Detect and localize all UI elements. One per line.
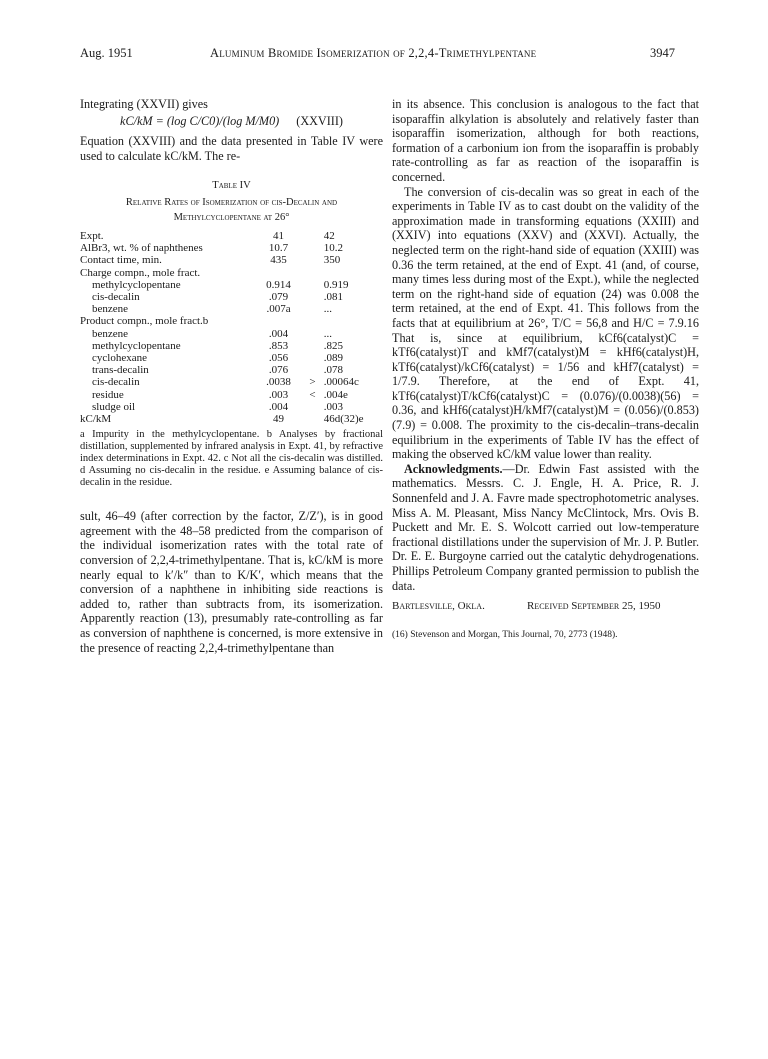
header-title: Aluminum Bromide Isomerization of 2,2,4-Trimethylpentane (210, 46, 537, 60)
reference-16: (16) Stevenson and Morgan, This Journal, 70, 2773 (1948). (392, 629, 618, 640)
row-label: kC/kM (80, 413, 112, 426)
row-label: benzene (92, 303, 129, 316)
table-row (80, 376, 380, 388)
comparison-sign (303, 267, 322, 279)
expt-42-value: .004e (323, 388, 348, 401)
expt-42-value: .078 (323, 364, 344, 377)
table-row (80, 389, 380, 401)
expt-41-value: .076 (268, 364, 289, 377)
row-label: Expt. (80, 229, 104, 242)
table-row (80, 328, 380, 340)
table-row (80, 315, 380, 327)
equation-body: kC/kM = (log C/C0)/(log M/M0) (120, 113, 280, 128)
expt-41-value: 41 (273, 229, 285, 242)
expt-42-value: 46d(32)e (323, 413, 364, 426)
acknowledgments-heading: Acknowledgments. (404, 461, 503, 476)
expt-42-value: .003 (323, 400, 344, 413)
table-body (80, 230, 380, 425)
comparison-sign (303, 242, 322, 254)
expt-41-value: .079 (268, 290, 289, 303)
table-title-line2: Methylcyclopentane at 26° (173, 211, 290, 223)
row-label: methylcyclopentane (92, 278, 181, 291)
right-paragraph-1: in its absence. This conclusion is analogous to the fact that isoparaffin alkylation is absolutely and relatively faster than isoparaffin isomerization, although for both reactions, formation of a carbonium ion from the isoparaffin is probably rate-controlling as far as reaction of the isoparaffin is concerned. (392, 97, 699, 184)
row-label: sludge oil (92, 400, 136, 413)
expt-42-value: .00064c (323, 376, 359, 389)
table-row (80, 401, 380, 413)
comparison-sign (303, 230, 322, 242)
row-label: cyclohexane (92, 352, 147, 364)
expt-42-value: 10.2 (323, 242, 344, 255)
row-label: AlBr3, wt. % of naphthenes (80, 242, 203, 255)
expt-42-value: .825 (323, 339, 344, 352)
equation-xxviii (80, 114, 383, 129)
expt-42-value: .089 (323, 352, 344, 364)
comparison-sign (303, 291, 322, 303)
right-paragraph-2: The conversion of cis-decalin was so great in each of the experiments in Table IV as to cast doubt on the validity of the approximation made in transforming equations (XXIII) and (XXIV) into equations (XXV) and (XXVI). Actually, the neglected term on the right-hand side of equation (XXIII) was 0.36 the term retained, at the end of Expt. 41 (and, of course, many times less during most of the Expt.), while the neglected term on the right-hand side of equation (24) was 0.008 the term retained, at the end of Expt. 41. This follows from the facts that at equilibrium at 26°, T/C = 56,8 and H/C = 7.9.16 That is, since at equilibrium, kCf6(catalyst)C = kTf6(catalyst)T and kMf7(catalyst)M = kHf6(catalyst)H, kTf6(catalyst)/kCf6(catalyst) = 1/56 and kHf7(catalyst) = 1/7.9. Therefore, at the end of Expt. 41, kTf6(catalyst)T/kCf6(catalyst)C = (0.076)/(0.0038)(56) = 0.36, and kHf6(catalyst)H/kMf7(catalyst)M = (0.056)/(0.853)(7.9) = 0.008. The proximity to the cis-decalin–trans-decalin equilibrium in the experiments of Table IV has the effect of making the observed kC/kM value lower than reality. (392, 184, 699, 462)
acknowledgments (392, 462, 699, 593)
row-label: Product compn., mole fract.b (80, 315, 209, 328)
expt-41-value: .0038 (266, 376, 291, 389)
expt-42-value: 350 (323, 254, 341, 267)
row-label: benzene (92, 327, 129, 340)
expt-41-value: .007a (266, 303, 291, 316)
expt-41-value (254, 315, 303, 327)
row-label: cis-decalin (92, 290, 140, 303)
header-date: Aug. 1951 (80, 46, 133, 60)
row-label: Charge compn., mole fract. (80, 266, 201, 279)
table-row (80, 279, 380, 291)
expt-42-value (322, 315, 380, 327)
comparison-sign: < (309, 388, 316, 401)
expt-41-value (254, 267, 303, 279)
table-row (80, 291, 380, 303)
expt-41-value: .004 (268, 327, 289, 340)
comparison-sign (303, 413, 322, 425)
comparison-sign (303, 328, 322, 340)
expt-42-value: ... (323, 327, 333, 340)
row-label: Contact time, min. (80, 254, 162, 267)
comparison-sign: > (309, 376, 316, 389)
table-row (80, 230, 380, 242)
table-row (80, 364, 380, 376)
row-label: trans-decalin (92, 364, 149, 377)
row-label: residue (92, 388, 124, 401)
table-row (80, 303, 380, 315)
table-title-line1: Relative Rates of Isomerization of cis-Decalin and (125, 196, 338, 208)
left-column (80, 97, 383, 655)
comparison-sign (303, 401, 322, 413)
equation-number: (XXVIII) (296, 113, 343, 128)
comparison-sign (303, 303, 322, 315)
comparison-sign (303, 352, 322, 364)
location: Bartlesville, Okla. (392, 600, 485, 613)
expt-41-value: .003 (268, 388, 289, 401)
table-row (80, 267, 380, 279)
comparison-sign (303, 254, 322, 266)
expt-41-value: 435 (270, 254, 287, 267)
comparison-sign (303, 364, 322, 376)
expt-41-value: .853 (268, 339, 289, 352)
table-row (80, 340, 380, 352)
row-label: cis-decalin (92, 376, 140, 389)
left-paragraph-1: Equation (XXVIII) and the data presented in Table IV were used to calculate kC/kM. The re- (80, 134, 383, 163)
table-footnotes: a Impurity in the methylcyclopentane. b Analyses by fractional distillation, supplemented by infrared analysis in Expt. 41, by refractive index determinations in Expt. 42. c Not all the cis-decalin was distilled. d Assuming no cis-decalin in the residue. e Assuming balance of cis-decalin in the residue. (80, 429, 383, 489)
table-row (80, 254, 380, 266)
expt-41-value: .004 (268, 400, 289, 413)
comparison-sign (303, 340, 322, 352)
left-paragraph-2: sult, 46–49 (after correction by the factor, Z/Z′), is in good agreement with the 48–58 predicted from the comparison of the individual isomerization rates with the total rate of conversion of 2,2,4-trimethylpentane. That is, kC/kM is more nearly equal to k′/k″ than to K/K′, which means that the conversion of a naphthene in inhibiting side reactions is added to, rather than subtracts from, its isomerization. Apparently reaction (13), presumably rate-controlling as far as conversion of naphthene is concerned, is more extensive in the presence of reacting 2,2,4-trimethylpentane than (80, 509, 383, 655)
expt-42-value: 0.919 (323, 278, 349, 291)
integrating-intro: Integrating (XXVII) gives (80, 97, 208, 111)
expt-41-value: 49 (273, 413, 285, 426)
expt-41-value: 0.914 (266, 278, 291, 291)
expt-41-value: .056 (268, 352, 289, 364)
expt-42-value: ... (323, 303, 333, 316)
table-caption: Table IV (212, 180, 251, 192)
table-row (80, 413, 380, 425)
expt-42-value: 42 (323, 229, 335, 242)
expt-41-value: 10.7 (268, 242, 289, 255)
comparison-sign (303, 279, 322, 291)
expt-42-value (322, 267, 380, 279)
table-row (80, 242, 380, 254)
received-date: Received September 25, 1950 (527, 600, 661, 613)
table-iv (80, 230, 380, 425)
row-label: methylcyclopentane (92, 339, 181, 352)
table-row (80, 352, 380, 364)
page-number: 3947 (650, 46, 675, 60)
expt-42-value: .081 (323, 290, 344, 303)
comparison-sign (303, 315, 322, 327)
right-column (392, 97, 699, 642)
signature-line (392, 599, 699, 614)
acknowledgments-text: —Dr. Edwin Fast assisted with the mathematics. Messrs. C. J. Engle, H. A. Price, R. J. Sonnenfeld and J. A. Favre made spectrophotometric analyses. Miss A. M. Pleasant, Miss Nancy McClintock, Mrs. Ovis B. Puckett and Mr. E. S. Wolcott carried out low-temperature fractional distillations under the supervision of Mr. J. P. Butler. Dr. E. E. Burgoyne carried out the catalytic dehydrogenations. Phillips Petroleum Company granted permission to publish the data. (392, 461, 699, 593)
